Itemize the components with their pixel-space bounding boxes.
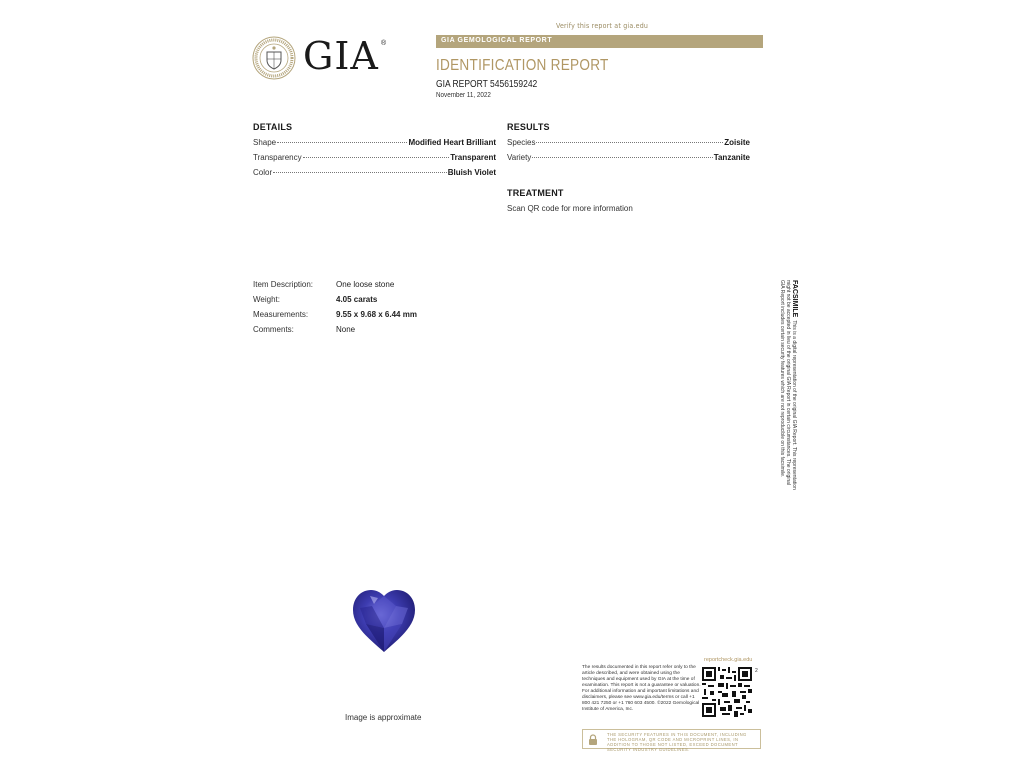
image-caption: Image is approximate — [345, 713, 422, 722]
report-number: GIA REPORT 5456159242 — [436, 79, 538, 90]
details-label: Color — [253, 168, 273, 177]
results-value: Zoisite — [724, 138, 750, 147]
report-banner — [436, 35, 763, 48]
leader-dots — [303, 157, 450, 158]
banner-label: GIA GEMOLOGICAL REPORT — [441, 37, 553, 44]
results-row — [507, 153, 750, 162]
details-row — [253, 138, 496, 147]
item-description-section — [253, 280, 417, 340]
description-row — [253, 295, 417, 310]
details-value: Modified Heart Brilliant — [408, 138, 496, 147]
results-label: Species — [507, 138, 536, 147]
qr-code[interactable] — [702, 667, 752, 717]
verify-link-text: Verify this report at gia.edu — [556, 22, 649, 30]
security-notice — [582, 729, 761, 752]
description-value: 4.05 carats — [336, 295, 378, 304]
gia-seal-logo — [252, 36, 296, 80]
qr-number: 2 — [755, 668, 758, 674]
results-row — [507, 138, 750, 147]
details-row — [253, 153, 496, 162]
facsimile-line: GIA Report includes certain security features which are not reproducible on this facsimile. — [779, 280, 785, 478]
details-heading: DETAILS — [253, 122, 293, 132]
description-label: Comments: — [253, 325, 294, 334]
facsimile-note — [779, 280, 798, 492]
treatment-text: Scan QR code for more information — [507, 204, 633, 213]
facsimile-title: FACSIMILE — [791, 280, 798, 318]
security-text: THE SECURITY FEATURES IN THIS DOCUMENT, INCLUDING THE HOLOGRAM, QR CODE AND MICROPRINT LINES, IN ADDITION TO THOSE NOT LISTED, EXCEED DOCUMENT SECURITY INDUSTRY GUIDELINES. — [607, 732, 747, 752]
details-label: Shape — [253, 138, 277, 147]
details-value: Transparent — [450, 153, 496, 162]
description-label: Weight: — [253, 295, 280, 304]
details-section — [253, 122, 496, 177]
leader-dots — [532, 157, 712, 158]
lock-icon — [588, 734, 598, 745]
description-row — [253, 280, 417, 295]
leader-dots — [277, 142, 407, 143]
treatment-heading: TREATMENT — [507, 188, 564, 198]
leader-dots — [273, 172, 447, 173]
results-label: Variety — [507, 153, 532, 162]
description-value: 9.55 x 9.68 x 6.44 mm — [336, 310, 417, 319]
description-row — [253, 325, 417, 340]
details-value: Bluish Violet — [447, 168, 496, 177]
facsimile-line: might not be accepted in lieu of the original GIA Report in certain circumstances. The original — [785, 280, 791, 486]
description-label: Measurements: — [253, 310, 309, 319]
description-value: One loose stone — [336, 280, 395, 289]
description-value: None — [336, 325, 356, 334]
results-value: Tanzanite — [713, 153, 750, 162]
description-label: Item Description: — [253, 280, 314, 289]
reportcheck-url[interactable]: reportcheck.gia.edu — [704, 657, 753, 663]
registered-mark: ® — [381, 40, 387, 47]
tanzanite-gem-image — [350, 588, 418, 654]
facsimile-line: This is a digital representation of the original GIA Report. This representation — [791, 320, 797, 490]
results-section — [507, 122, 750, 162]
results-heading: RESULTS — [507, 122, 550, 132]
report-title: IDENTIFICATION REPORT — [436, 57, 609, 74]
description-row — [253, 310, 417, 325]
gia-logo-wordmark: GIA — [303, 34, 379, 78]
details-row — [253, 168, 496, 177]
leader-dots — [536, 142, 723, 143]
disclaimer-text: The results documented in this report refer only to the article described, and were obtained using the techniques and equipment used by GIA at the time of examination. This report is not a guarantee or valuation. For additional information and important limitations and disclaimers, please see www.gia.edu/terms or call +1 800 421 7250 or +1 760 603 4500. ©2022 Gemological Institute of America, Inc. — [582, 665, 701, 712]
details-label: Transparency — [253, 153, 302, 162]
report-date: November 11, 2022 — [436, 92, 491, 99]
treatment-section — [507, 188, 750, 213]
